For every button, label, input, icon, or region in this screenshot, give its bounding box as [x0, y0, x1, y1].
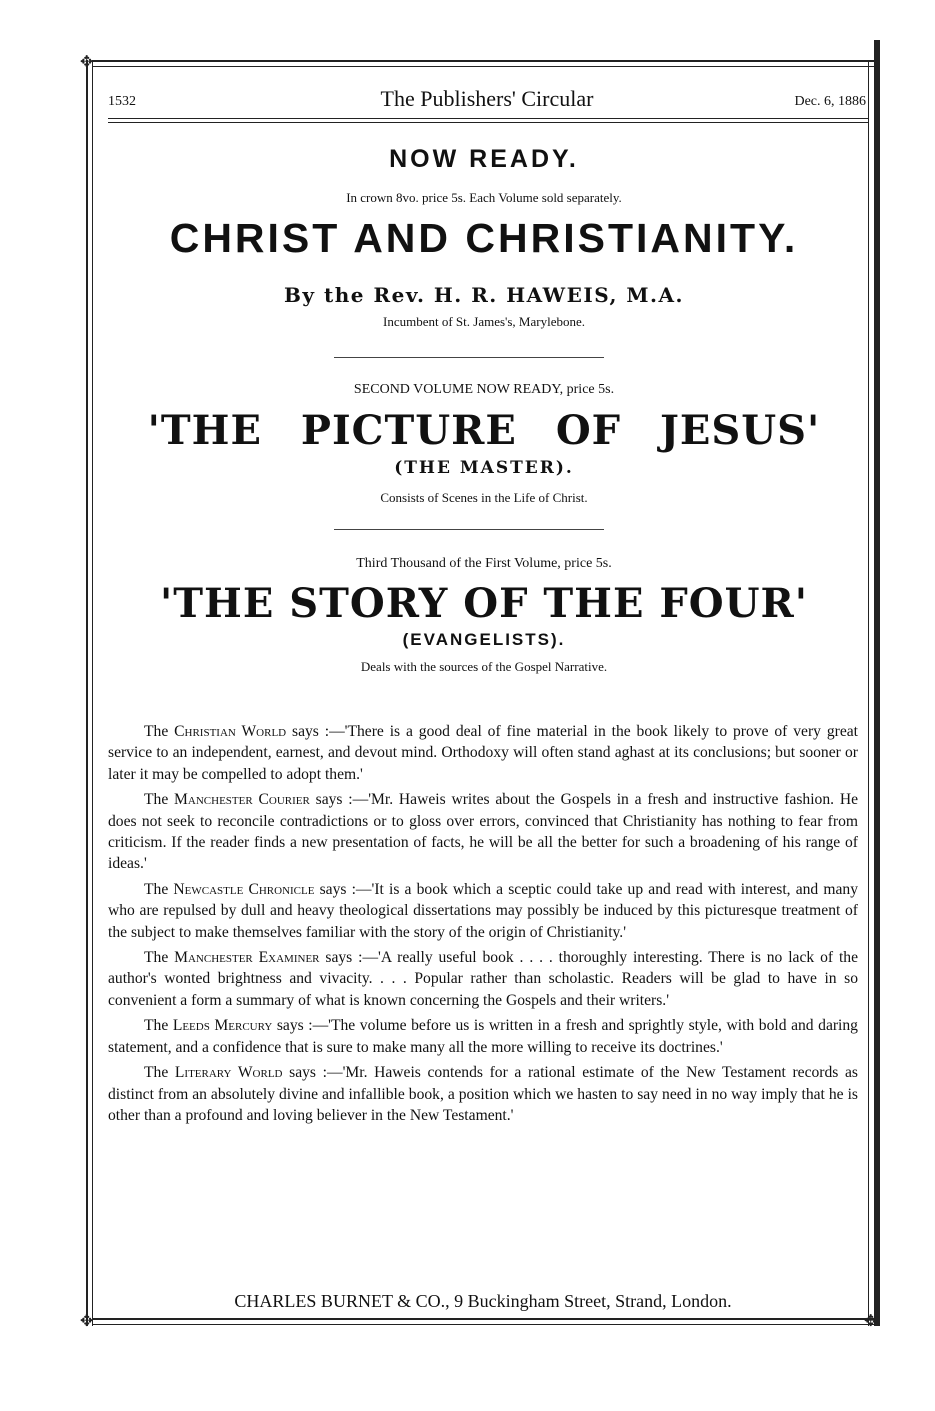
review-text: says :—'Mr. Haweis contends for a rational estimate of the New Testament records as distinct from an absolutely divine and infallible book, a position which we hasten to say need in no way imply that he is other than a profound and loving believer in the New Testament.'	[108, 1064, 858, 1124]
bottom-border-rule	[92, 1318, 874, 1320]
review-text: says :—'There is a good deal of fine material in the book likely to prove of very great service to an independent, earnest, and devout mind. Orthodoxy will often stand aghast at its conclusions; but sooner or later it may be compelled to adopt them.'	[108, 723, 858, 783]
top-border-rule-inner	[92, 66, 874, 67]
top-border-rule	[92, 60, 874, 62]
section-divider	[334, 529, 604, 530]
left-border-rule	[86, 60, 88, 1326]
right-border-rule	[874, 40, 880, 1326]
volume1-description: Deals with the sources of the Gospel Narrative.	[360, 659, 608, 674]
running-header	[108, 86, 866, 116]
header-rule-double	[108, 122, 868, 123]
volume2-title: 'THE PICTURE OF JESUS'	[147, 407, 821, 454]
issue-date: Dec. 6, 1886	[794, 94, 866, 109]
review-paragraph: The Manchester Courier says :—'Mr. Haweis writes about the Gospels in a fresh and instructive fashion. He does not seek to reconcile contradictions or to gloss over errors, convinced that Christianity has nothing to fear from criticism. If the reader finds a new presentation of facts, he will be all the better for such a broadening of his range of ideas.'	[108, 791, 858, 873]
review-text: says :—'The volume before us is written in a fresh and sprightly style, with bold and daring statement, and a confidence that is sure to make many all the more willing to receive its doctrines.'	[108, 1017, 858, 1056]
now-ready-heading: NOW READY.	[389, 145, 579, 173]
page-number: 1532	[108, 94, 136, 109]
author-role: Incumbent of St. James's, Marylebone.	[383, 314, 585, 329]
volume2-subtitle: (THE MASTER).	[394, 458, 574, 478]
volume1-title: 'THE STORY OF THE FOUR'	[160, 580, 808, 627]
bottom-border-rule-inner	[92, 1324, 874, 1325]
press-reviews	[108, 721, 858, 1130]
corner-ornament-icon: ✥	[864, 1311, 878, 1330]
review-text: says :—'Mr. Haweis writes about the Gospels in a fresh and instructive fashion. He does not seek to reconcile contradictions or to gloss over errors, convinced that Christianity has nothing to fear from criticism. If the reader finds a new presentation of facts, he will be all the better for such a broadening of his range of ideas.'	[108, 791, 858, 873]
review-source: Leeds Mercury	[172, 1017, 273, 1035]
author-line: By the Rev. H. R. HAWEIS, M.A.	[284, 283, 684, 307]
review-paragraph: The Leeds Mercury says :—'The volume before us is written in a fresh and sprightly style, with bold and daring statement, and a confidence that is sure to make many all the more willing to receive its doctrines.'	[108, 1017, 858, 1056]
volume2-description: Consists of Scenes in the Life of Christ.	[380, 490, 588, 505]
review-paragraph: The Manchester Examiner says :—'A really useful book . . . . thoroughly interesting. There is no lack of the author's wonted brightness and vivacity. . . . Popular rather than scholastic. Readers will be glad to have in so convenient a form a summary of what is known concerning the Gospels and their writers.'	[108, 949, 858, 1009]
journal-title: The Publishers' Circular	[380, 86, 594, 111]
volume1-subtitle: (EVANGELISTS).	[402, 630, 566, 649]
edition-note: In crown 8vo. price 5s. Each Volume sold separately.	[346, 190, 622, 205]
review-source: Newcastle Chronicle	[173, 880, 315, 898]
review-source: Manchester Courier	[174, 791, 310, 809]
review-source: Christian World	[174, 723, 287, 740]
review-paragraph: The Christian World says :—'There is a good deal of fine material in the book likely to prove of very great service to an independent, earnest, and devout mind. Orthodoxy will often stand aghast at its conclusions; but sooner or later it may be compelled to adopt them.'	[108, 723, 858, 783]
corner-ornament-icon: ✥	[80, 1311, 94, 1330]
review-source: Literary World	[174, 1064, 283, 1082]
review-paragraph: The Literary World says :—'Mr. Haweis contends for a rational estimate of the New Testament records as distinct from an absolutely divine and infallible book, a position which we hasten to say need in no way imply that he is other than a profound and loving believer in the New Testament.'	[108, 1064, 858, 1124]
header-rule	[108, 118, 868, 119]
review-text: says :—'It is a book which a sceptic could take up and read with interest, and many who are repulsed by dull and heavy theological dissertations may possibly be induced by this picturesque treatment of the subject to make themselves familiar with the story of the origin of Christianity.'	[108, 880, 858, 941]
left-border-rule-inner	[92, 60, 93, 1326]
review-source: Manchester Examiner	[174, 949, 320, 967]
corner-ornament-icon: ✥	[80, 52, 94, 71]
book-title: CHRIST AND CHRISTIANITY.	[169, 215, 799, 261]
review-text: says :—'A really useful book . . . . thoroughly interesting. There is no lack of the author's wonted brightness and vivacity. . . . Popular rather than scholastic. Readers will be glad to have in so convenient a form a summary of what is known concerning the Gospels and their writers.'	[108, 949, 858, 1009]
review-paragraph: The Newcastle Chronicle says :—'It is a book which a sceptic could take up and read with interest, and many who are repulsed by dull and heavy theological dissertations may possibly be induced by this picturesque treatment of the subject to make themselves familiar with the story of the origin of Christianity.'	[108, 880, 858, 941]
volume2-notice: SECOND VOLUME NOW READY, price 5s.	[353, 382, 615, 397]
volume1-notice: Third Thousand of the First Volume, price 5s.	[356, 556, 612, 571]
publisher-imprint: CHARLES BURNET & CO., 9 Buckingham Street, Strand, London.	[234, 1291, 732, 1311]
section-divider	[334, 357, 604, 358]
